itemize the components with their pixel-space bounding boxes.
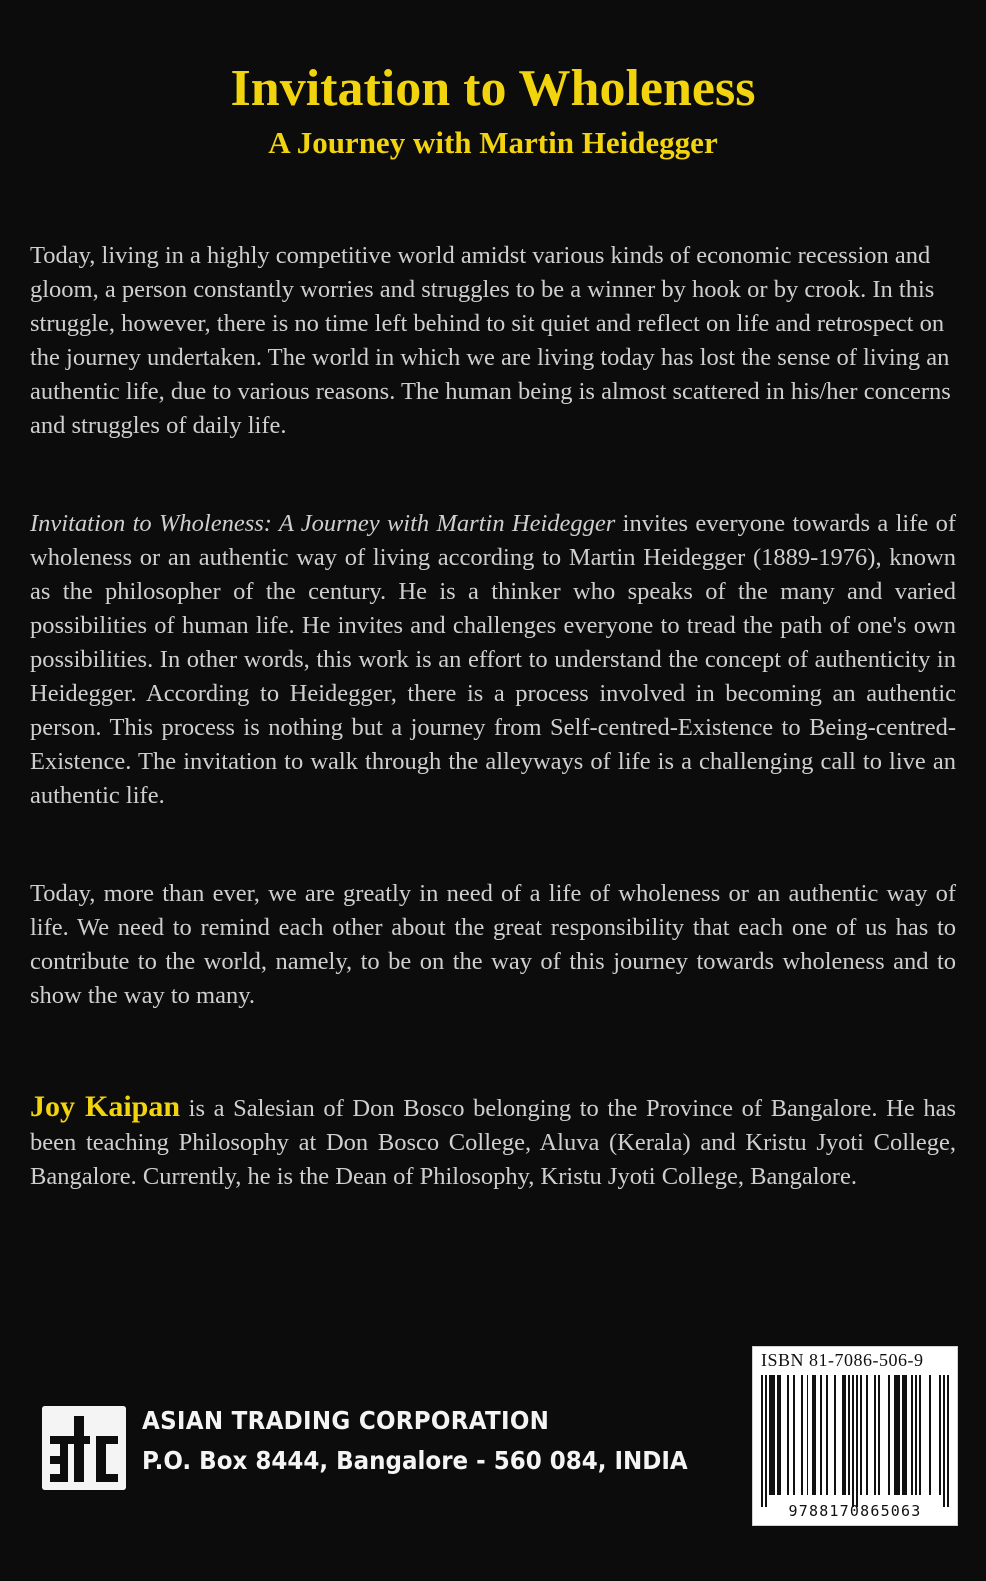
book-title-italic: Invitation to Wholeness: A Journey with Martin Heidegger bbox=[30, 510, 616, 537]
barcode-bar bbox=[765, 1375, 767, 1507]
barcode-bar bbox=[779, 1375, 781, 1495]
barcode-bar bbox=[834, 1375, 836, 1495]
barcode-bar bbox=[878, 1375, 880, 1495]
publisher-block bbox=[42, 1404, 742, 1504]
barcode-bar bbox=[874, 1375, 876, 1495]
barcode-bar bbox=[947, 1375, 949, 1507]
barcode-bar bbox=[820, 1375, 822, 1495]
barcode-bar bbox=[860, 1375, 862, 1495]
barcode-bar bbox=[911, 1375, 913, 1495]
barcode-bar bbox=[929, 1375, 931, 1495]
blurb-paragraph-1: Today, living in a highly competitive world amidst various kinds of economic recession and gloom, a person constantly worries and struggles to be a winner by hook or by crook. In this struggle, however, there is no time left behind to sit quiet and reflect on life and retrospect on the journey undertaken. The world in which we are living today has lost the sense of living an authentic life, due to various reasons. The human being is almost scattered in his/her concerns and struggles of daily life. bbox=[30, 242, 951, 439]
barcode-bar bbox=[939, 1375, 941, 1495]
barcode-bar bbox=[793, 1375, 795, 1495]
barcode-bar bbox=[856, 1375, 858, 1507]
blurb-paragraph-3: Today, more than ever, we are greatly in need of a life of wholeness or an authentic way of life. We need to remind each other about the great responsibility that each one of us has to contribute to the world, namely, to be on the way of this journey towards wholeness and to show the way to many. bbox=[30, 880, 956, 1009]
barcode-bar bbox=[807, 1375, 809, 1495]
blurb-paragraph-2 bbox=[30, 507, 956, 813]
author-name: Joy Kaipan bbox=[30, 1090, 181, 1123]
barcode-bar bbox=[787, 1375, 789, 1495]
book-title: Invitation to Wholeness bbox=[230, 60, 756, 117]
barcode-bar bbox=[801, 1375, 803, 1495]
author-bio-text: is a Salesian of Don Bosco belonging to the Province of Bangalore. He has been teaching Philosophy at Don Bosco College, Aluva (Kerala) and Kristu Jyoti College, Bangalore. Currently, he is the Dean of Philosophy, Kristu Jyoti College, Bangalore. bbox=[30, 1095, 956, 1190]
barcode-bar bbox=[866, 1375, 868, 1495]
barcode-bar bbox=[905, 1375, 907, 1495]
barcode-bar bbox=[773, 1375, 775, 1495]
isbn-label: ISBN 81-7086-506-9 bbox=[761, 1350, 924, 1370]
publisher-name: ASIAN TRADING CORPORATION bbox=[142, 1406, 550, 1435]
barcode-bar bbox=[919, 1375, 921, 1495]
barcode-bar bbox=[848, 1375, 850, 1495]
publisher-address: P.O. Box 8444, Bangalore - 560 084, INDIA bbox=[142, 1446, 688, 1475]
author-bio bbox=[30, 1090, 956, 1194]
isbn-barcode bbox=[752, 1346, 958, 1526]
ean-number: 9788170865063 bbox=[788, 1502, 922, 1520]
atc-logo-graphic bbox=[42, 1406, 126, 1490]
barcode-bar bbox=[844, 1375, 846, 1495]
barcode-bar bbox=[852, 1375, 854, 1507]
atc-logo-icon bbox=[42, 1406, 126, 1490]
blurb-paragraph-2-text: invites everyone towards a life of wholeness or an authentic way of living according to Martin Heidegger (1889-1976), known as the philosopher of the century. He is a thinker who speaks of the many and varied possibilities of human life. He invites and challenges everyone to tread the path of one's own possibilities. In other words, this work is an effort to understand the concept of authenticity in Heidegger. According to Heidegger, there is a process involved in becoming an authentic person. This process is nothing but a journey from Self-centred-Existence to Being-centred-Existence. The invitation to walk through the alleyways of life is a challenging call to live an authentic life. bbox=[30, 510, 956, 809]
barcode-bar bbox=[761, 1375, 763, 1507]
barcode-bar bbox=[943, 1375, 945, 1507]
barcode-bar bbox=[826, 1375, 828, 1495]
barcode-bar bbox=[814, 1375, 816, 1495]
barcode-bar bbox=[915, 1375, 917, 1495]
barcode-icon bbox=[761, 1375, 949, 1501]
book-subtitle: A Journey with Martin Heidegger bbox=[268, 125, 718, 160]
barcode-bar bbox=[898, 1375, 900, 1495]
barcode-bar bbox=[888, 1375, 890, 1495]
